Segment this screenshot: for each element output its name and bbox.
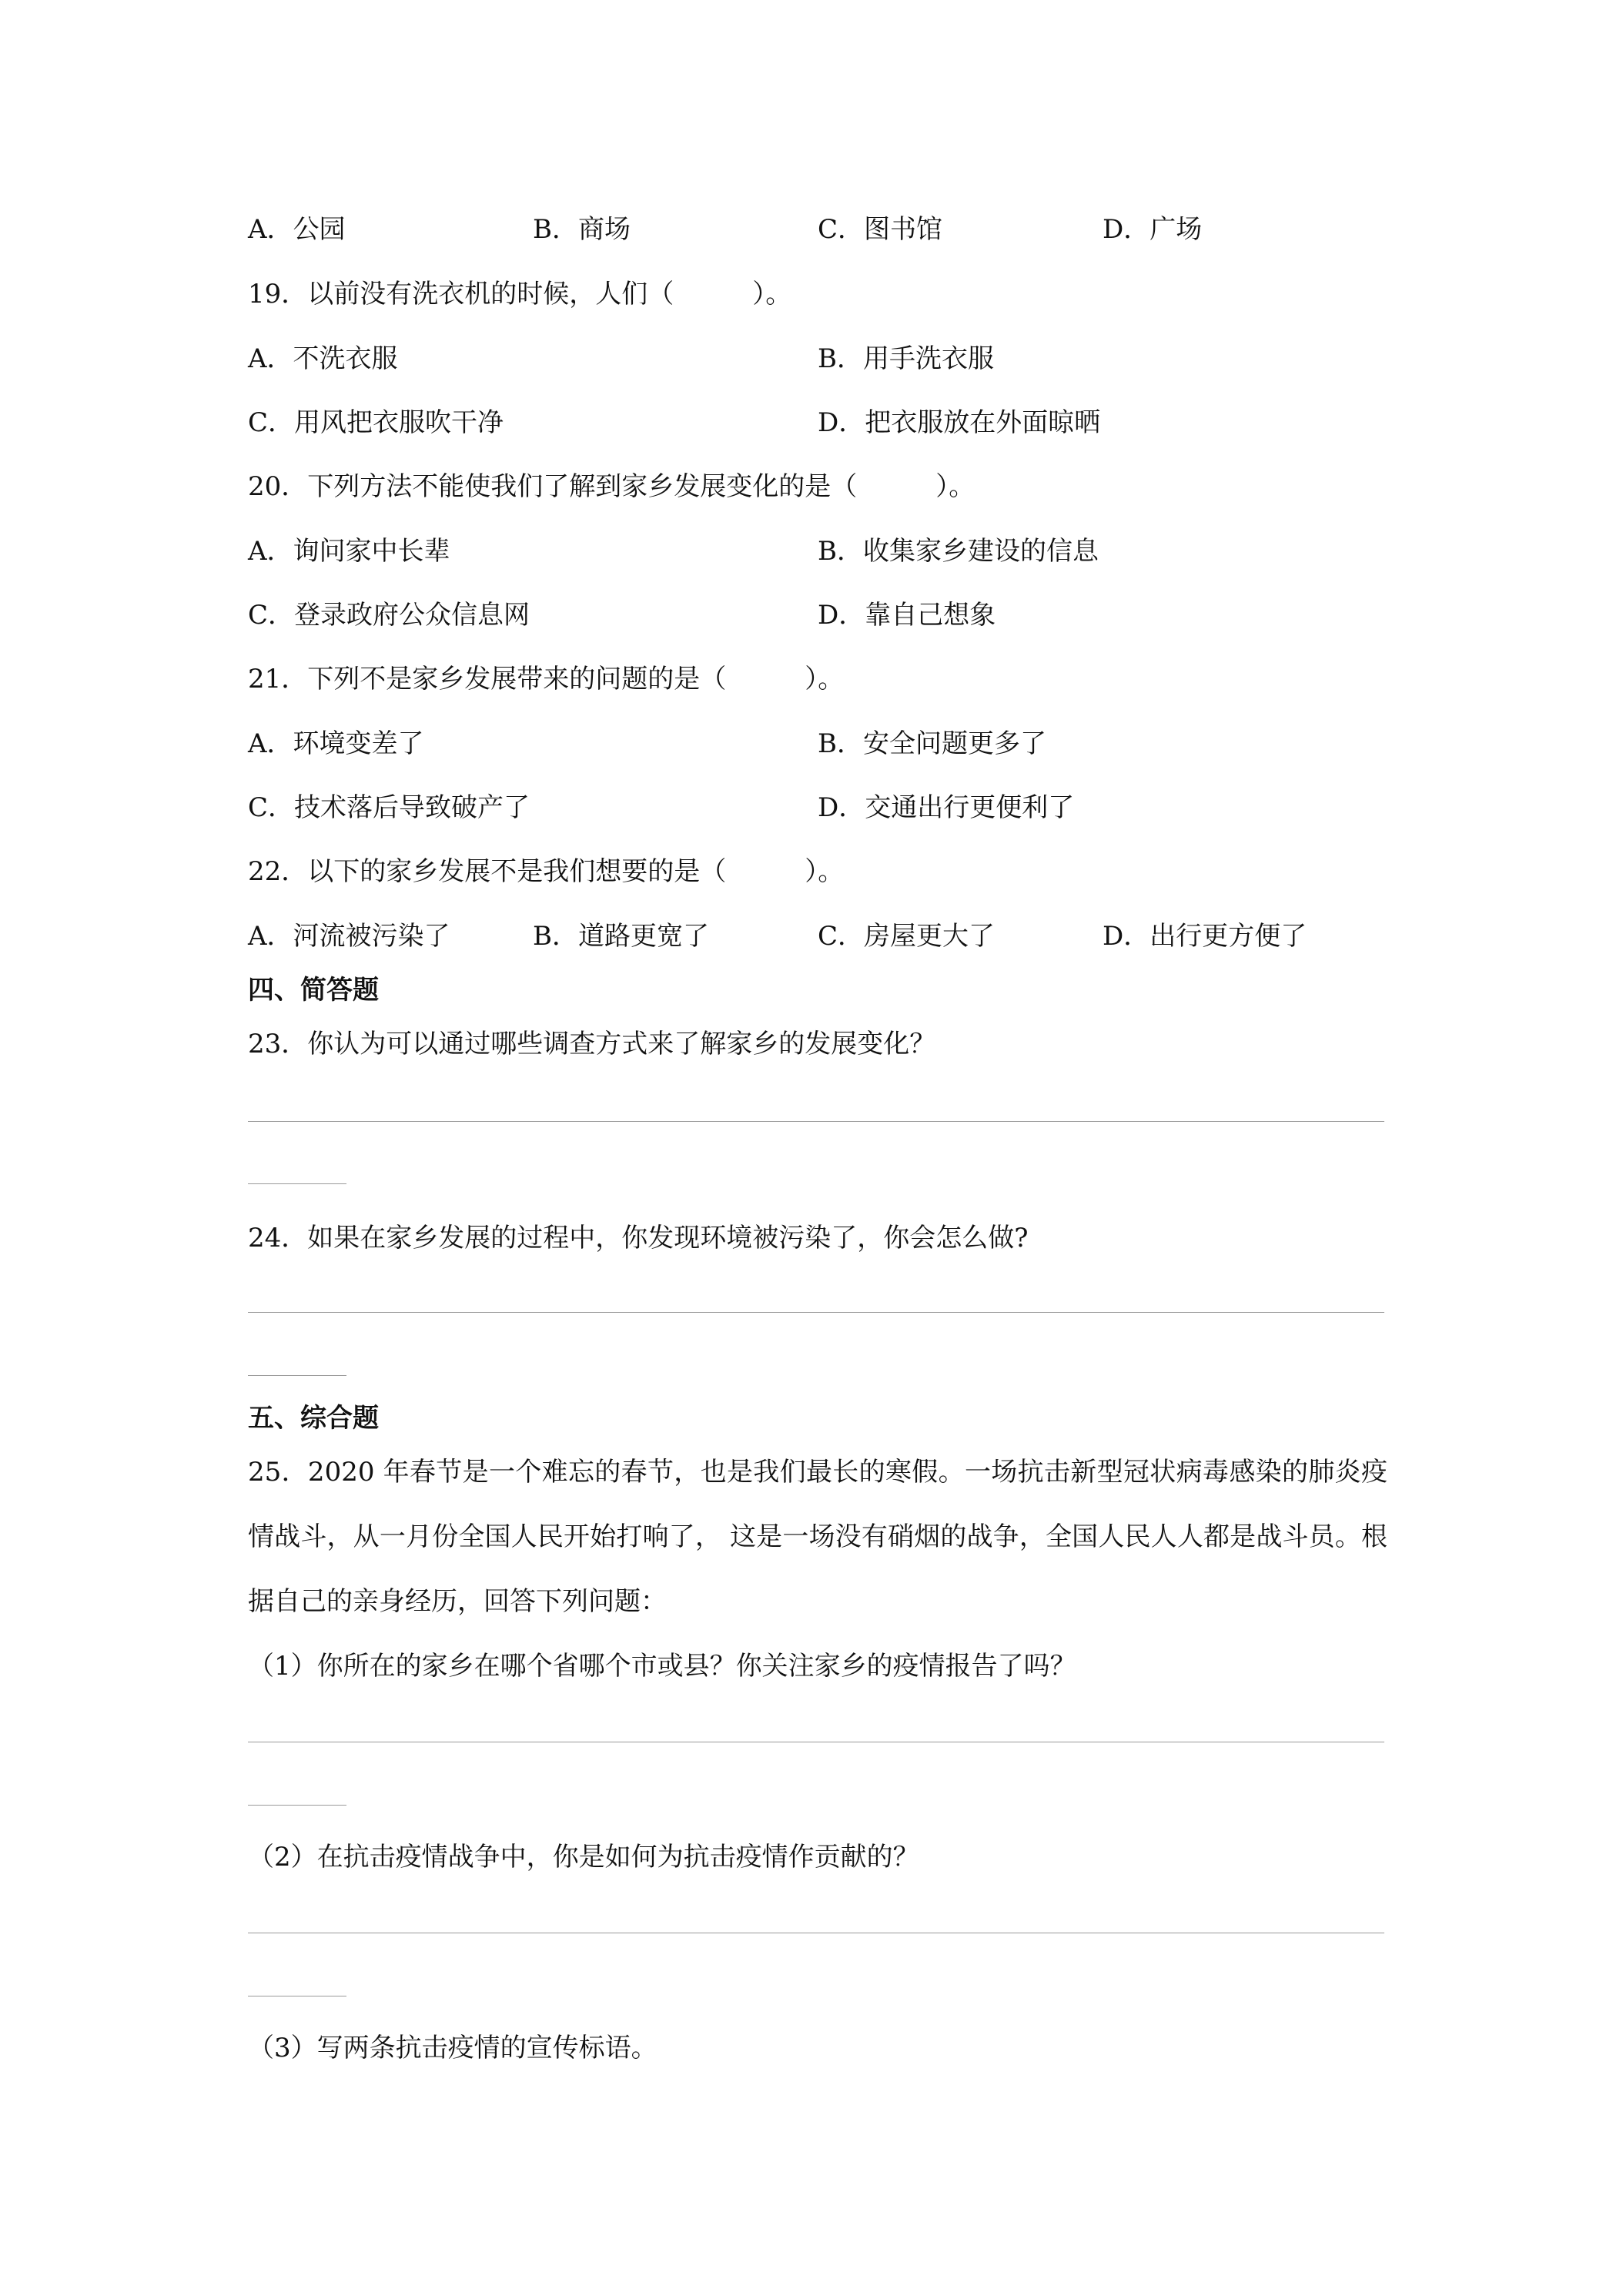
- q20-option-a: A．询问家中长辈: [248, 536, 450, 567]
- q24-answer-line-tail: [248, 1375, 346, 1376]
- q22-option-a: A．河流被污染了: [248, 921, 450, 952]
- q19-stem: 19．以前没有洗衣机的时候，人们（ ）。: [248, 279, 792, 310]
- q24-stem: 24．如果在家乡发展的过程中，你发现环境被污染了，你会怎么做?: [248, 1223, 1029, 1253]
- q21-stem: 21．下列不是家乡发展带来的问题的是（ ）。: [248, 664, 845, 694]
- q21-option-b: B．安全问题更多了: [818, 728, 1046, 759]
- q25-sub1-answer-line-tail: [248, 1805, 346, 1806]
- q25-sub1: （1）你所在的家乡在哪个省哪个市或县？你关注家乡的疫情报告了吗？: [248, 1651, 1076, 1682]
- q25-stem: 25．2020 年春节是一个难忘的春节，也是我们最长的寒假。一场抗击新型冠状病毒感染的肺炎疫情战斗，从一月份全国人民开始打响了， 这是一场没有硝烟的战争，全国人民人人都是战斗员。根据自己的亲身经历，回答下列问题：: [248, 1457, 1387, 1617]
- q22-option-b: B．道路更宽了: [533, 921, 709, 952]
- q20-option-c: C．登录政府公众信息网: [248, 600, 530, 631]
- section-5-title: 五、综合题: [248, 1403, 379, 1434]
- q22-option-d: D．出行更方便了: [1103, 921, 1307, 952]
- q19-option-c: C．用风把衣服吹干净: [248, 407, 504, 438]
- q18-option-a: A．公园: [248, 214, 346, 245]
- q23-answer-line[interactable]: [248, 1121, 1384, 1122]
- section-4-title: 四、简答题: [248, 975, 379, 1006]
- q20-stem: 20．下列方法不能使我们了解到家乡发展变化的是（ ）。: [248, 471, 975, 502]
- q19-option-d: D．把衣服放在外面晾晒: [818, 407, 1101, 438]
- q25-sub3: （3）写两条抗击疫情的宣传标语。: [248, 2033, 658, 2063]
- q19-option-b: B．用手洗衣服: [818, 343, 994, 374]
- q22-option-c: C．房屋更大了: [818, 921, 996, 952]
- q24-answer-line[interactable]: [248, 1312, 1384, 1313]
- q18-option-c: C．图书馆: [818, 214, 943, 245]
- q21-option-c: C．技术落后导致破产了: [248, 792, 530, 823]
- q25-sub2: （2）在抗击疫情战争中，你是如何为抗击疫情作贡献的？: [248, 1842, 919, 1873]
- q23-answer-line-tail: [248, 1183, 346, 1184]
- q18-option-d: D．广场: [1103, 214, 1203, 245]
- q23-stem: 23．你认为可以通过哪些调查方式来了解家乡的发展变化？: [248, 1029, 936, 1059]
- q20-option-d: D．靠自己想象: [818, 600, 996, 631]
- q21-option-d: D．交通出行更便利了: [818, 792, 1075, 823]
- q20-option-b: B．收集家乡建设的信息: [818, 536, 1099, 567]
- q21-option-a: A．环境变差了: [248, 728, 424, 759]
- q22-stem: 22．以下的家乡发展不是我们想要的是（ ）。: [248, 856, 845, 887]
- q19-option-a: A．不洗衣服: [248, 343, 398, 374]
- q18-option-b: B．商场: [533, 214, 631, 245]
